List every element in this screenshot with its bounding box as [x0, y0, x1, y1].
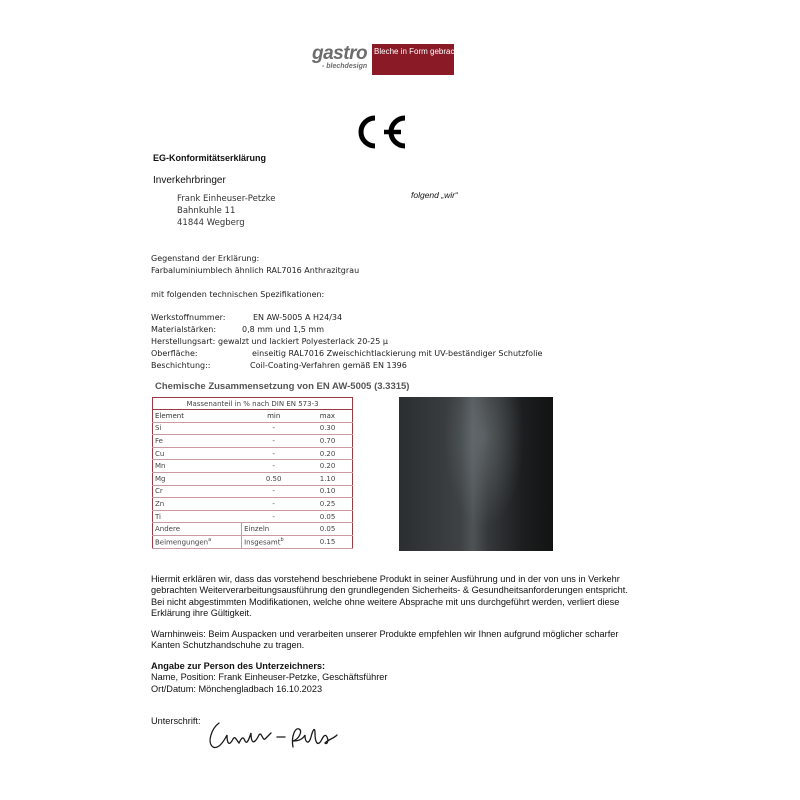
table-caption: Massenanteil in % nach DIN EN 573-3 [153, 398, 353, 410]
min-cell: - [242, 435, 306, 448]
spec-value: einseitig RAL7016 Zweischichtlackierung mit UV-beständiger Schutzfolie [252, 349, 543, 358]
andere-cell: Andere [153, 523, 242, 536]
min-cell: - [242, 485, 306, 498]
warning-line: Warnhinweis: Beim Auspacken und verarbeiten unserer Produkte empfehlen wir Ihnen aufgrund möglicher scharfer [151, 629, 619, 639]
max-cell: 0.25 [306, 498, 353, 511]
inverkehrbringer-label: Inverkehrbringer [153, 175, 226, 186]
swatch-highlight [399, 397, 553, 551]
declaration-line: Erklärung ihre Gültigkeit. [151, 608, 252, 619]
declaration-line: Bei nicht abgestimmten Modifikationen, welche ohne weitere Absprache mit uns durchgeführt werden, verliert diese [151, 596, 620, 607]
chemical-composition-title: Chemische Zusammensetzung von EN AW-5005 (3.3315) [155, 381, 410, 392]
column-header: Element [153, 410, 242, 423]
declaration-line: Hiermit erklären wir, dass das vorstehend beschriebene Produkt in seiner Ausführung und in der von uns in Verkehr [151, 574, 620, 584]
min-cell: 0.50 [242, 472, 306, 485]
table-row [153, 535, 353, 548]
warning-line: Kanten Schutzhandschuhe zu tragen. [151, 640, 305, 651]
spec-value: 0,8 mm und 1,5 mm [242, 325, 325, 334]
min-cell: - [242, 498, 306, 511]
element-cell: Cu [153, 447, 242, 460]
insgesamt-label: Insgesamt [244, 538, 281, 547]
min-cell: - [242, 447, 306, 460]
element-cell: Cr [153, 485, 242, 498]
spec-value: Coil-Coating-Verfahren gemäß EN 1396 [250, 361, 407, 370]
address-line: Bahnkuhle 11 [177, 206, 236, 216]
element-cell: Mn [153, 460, 242, 473]
table-row [153, 447, 353, 460]
handwritten-signature [205, 719, 340, 755]
logo-wordmark [310, 44, 372, 75]
gegenstand-value: Farbaluminiumblech ähnlich RAL7016 Anthrazitgrau [151, 266, 360, 275]
einzeln-cell: Einzeln [242, 523, 306, 536]
max-cell: 0.20 [306, 460, 353, 473]
signer-block [151, 661, 671, 695]
beimengungen-cell [153, 535, 242, 548]
beimengungen-label: Beimengungen [155, 538, 209, 547]
column-header: min [242, 410, 306, 423]
column-header: max [306, 410, 353, 423]
signer-title: Angabe zur Person des Unterzeichners: [151, 661, 326, 671]
spec-intro: mit folgenden technischen Spezifikationen: [151, 290, 325, 299]
document-title: EG-Konformitätserklärung [153, 153, 267, 163]
spec-label: Herstellungsart: [151, 337, 216, 346]
table-row [153, 460, 353, 473]
element-cell: Fe [153, 435, 242, 448]
footnote-mark: b [280, 537, 284, 544]
folgend-note: folgend „wir“ [411, 190, 458, 200]
max-cell: 0.30 [306, 422, 353, 435]
element-cell: Ti [153, 510, 242, 523]
logo-sub: - blechdesign [322, 63, 368, 70]
max-cell: 0.05 [306, 510, 353, 523]
max-cell: 0.20 [306, 447, 353, 460]
min-cell: - [242, 422, 306, 435]
signer-place-date: Ort/Datum: Mönchengladbach 16.10.2023 [151, 683, 323, 694]
max-cell: 1.10 [306, 472, 353, 485]
spec-label: Beschichtung:: [151, 361, 211, 370]
footnote-mark: a [208, 537, 212, 544]
spec-label: Materialstärken: [151, 325, 217, 334]
element-cell: Zn [153, 498, 242, 511]
table-row [153, 510, 353, 523]
composition-table [152, 397, 353, 549]
spec-value: EN AW-5005 A H24/34 [253, 313, 343, 322]
declaration-line: gebrachten Weiterverarbeitungsausführung den grundlegenden Sicherheits- & Gesundheitsanforderungen entspricht. [151, 585, 628, 596]
warning-paragraph [151, 629, 671, 652]
address-line: 41844 Wegberg [177, 218, 245, 228]
insgesamt-cell [242, 535, 306, 548]
table-row [153, 485, 353, 498]
spec-label: Werkstoffnummer: [151, 313, 226, 322]
logo-tagline: Bleche in Form gebracht [372, 44, 454, 75]
signer-name: Name, Position: Frank Einheuser-Petzke, Geschäftsführer [151, 672, 388, 683]
table-row [153, 472, 353, 485]
table-row [153, 435, 353, 448]
table-row [153, 498, 353, 511]
table-row [153, 422, 353, 435]
table-row [153, 523, 353, 536]
logo-brand: gastro [312, 43, 368, 64]
max-cell: 0.10 [306, 485, 353, 498]
signature-label: Unterschrift: [151, 716, 201, 726]
gegenstand-label: Gegenstand der Erklärung: [151, 254, 260, 263]
address-line: Frank Einheuser-Petzke [177, 194, 276, 204]
einzeln-max-cell: 0.05 [306, 523, 353, 536]
spec-value: gewalzt und lackiert Polyesterlack 20-25 µ [218, 337, 388, 346]
element-cell: Si [153, 422, 242, 435]
min-cell: - [242, 510, 306, 523]
declaration-paragraph [151, 574, 671, 620]
max-cell: 0.70 [306, 435, 353, 448]
insgesamt-max-cell: 0.15 [306, 535, 353, 548]
element-cell: Mg [153, 472, 242, 485]
address-block [177, 193, 275, 229]
ce-mark-icon [349, 112, 407, 152]
min-cell: - [242, 460, 306, 473]
spec-label: Oberfläche: [151, 349, 198, 358]
company-logo [310, 43, 462, 75]
